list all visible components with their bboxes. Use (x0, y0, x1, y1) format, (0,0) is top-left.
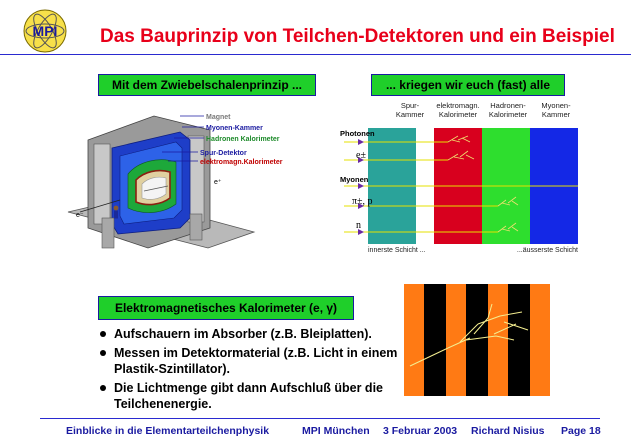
particle-label-electron: e± (356, 150, 366, 161)
particle-label-photon: Photonen (340, 129, 375, 138)
muon-chamber-label: Myonen-Kammer (206, 125, 263, 132)
inner-layer-label: innerste Schicht ... (368, 247, 426, 254)
bullet-list (98, 326, 398, 415)
magnet-label: Magnet (206, 114, 231, 121)
col-label-myon-1: Myonen- (541, 101, 571, 110)
particle-label-muon: Myonen (340, 175, 369, 184)
detector-cutaway-figure (58, 100, 298, 258)
col-label-spur-2: Kammer (395, 110, 425, 119)
track-detector-label: Spur-Detektor (200, 150, 247, 157)
em-calorimeter-box: Elektromagnetisches Kalorimeter (e, γ) (98, 296, 354, 320)
col-label-em-1: elektromagn. (436, 101, 480, 110)
slide-title: Das Bauprinzip von Teilchen-Detektoren und ein Beispiel (100, 26, 615, 47)
title-divider (0, 54, 631, 55)
col-label-spur-1: Spur- (400, 101, 420, 110)
beam-positron-label: e⁺ (214, 179, 222, 186)
col-label-myon-2: Kammer (541, 110, 571, 119)
col-label-had-2: Kalorimeter (488, 110, 528, 119)
footer-date: 3 Februar 2003 (383, 425, 458, 437)
particle-label-neutron: n (356, 220, 361, 231)
beam-electron-label: e⁻ (76, 212, 84, 219)
mpi-logo (22, 8, 68, 54)
person-head (114, 206, 119, 211)
bullet-item: Die Lichtmenge gibt dann Aufschluß über die Teilchenenergie. (98, 380, 398, 413)
bullet-item: Messen im Detektormaterial (z.B. Licht in einem Plastik-Szintillator). (98, 345, 398, 378)
bullet-item: Aufschauern im Absorber (z.B. Bleiplatten). (98, 326, 398, 343)
em-calorimeter-label: elektromagn.Kalorimeter (200, 159, 283, 166)
footer-divider (40, 418, 600, 419)
footer-institute: MPI München (302, 425, 370, 437)
footer-author: Richard Nisius (471, 425, 545, 437)
col-label-had-1: Hadronen- (490, 101, 526, 110)
particle-label-pion-proton: π±, p (352, 196, 373, 207)
outer-layer-label: ...äusserste Schicht (516, 247, 578, 254)
footer-page: Page 18 (561, 425, 601, 437)
footer-course: Einblicke in die Elementarteilchenphysik (66, 425, 270, 437)
hadron-calorimeter-label: Hadronen Kalorimeter (206, 136, 280, 143)
col-label-em-2: Kalorimeter (438, 110, 478, 119)
person-body (114, 211, 118, 219)
logo-text: MPI (32, 23, 58, 39)
onion-principle-box: Mit dem Zwiebelschalenprinzip ... (98, 74, 316, 96)
catch-all-box: ... kriegen wir euch (fast) alle (371, 74, 565, 96)
em-shower-figure (404, 284, 550, 396)
detector-layers-figure (338, 100, 584, 256)
